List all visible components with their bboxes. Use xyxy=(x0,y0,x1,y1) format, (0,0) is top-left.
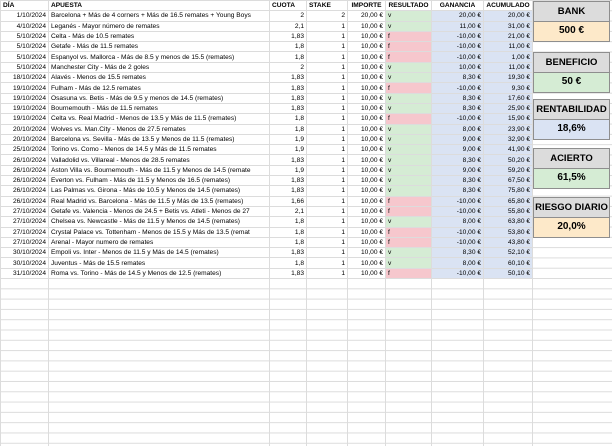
cell-acumulado[interactable]: 19,30 € xyxy=(484,73,533,83)
cell-resultado[interactable]: v xyxy=(386,155,432,165)
header-ganancia[interactable]: GANANCIA xyxy=(432,1,484,11)
cell-importe[interactable]: 10,00 € xyxy=(348,217,386,227)
cell-ganancia[interactable]: 20,00 € xyxy=(432,11,484,21)
cell-ganancia[interactable]: -10,00 € xyxy=(432,237,484,247)
table-row xyxy=(1,268,533,278)
cell-resultado[interactable]: v xyxy=(386,21,432,31)
cell-cuota[interactable]: 2,1 xyxy=(270,206,307,216)
cell-stake[interactable]: 1 xyxy=(307,258,348,268)
cell-apuesta[interactable]: Everton vs. Fulham - Más de 11.5 y Menos de 16.5 (remates) xyxy=(49,176,270,186)
cell-stake[interactable]: 1 xyxy=(307,155,348,165)
cell-resultado[interactable]: v xyxy=(386,248,432,258)
cell-cuota[interactable]: 1,8 xyxy=(270,114,307,124)
cell-apuesta[interactable]: Espanyol vs. Mallorca - Más de 8.5 y menos de 15.5 (remates) xyxy=(49,52,270,62)
cell-cuota[interactable]: 1,83 xyxy=(270,155,307,165)
cell-dia[interactable]: 19/10/2024 xyxy=(1,83,49,93)
cell-acumulado[interactable]: 52,10 € xyxy=(484,248,533,258)
cell-cuota[interactable]: 1,83 xyxy=(270,268,307,278)
cell-importe[interactable]: 10,00 € xyxy=(348,103,386,113)
table-row xyxy=(1,83,533,93)
cell-dia[interactable]: 4/10/2024 xyxy=(1,21,49,31)
cell-resultado[interactable]: f xyxy=(386,196,432,206)
cell-acumulado[interactable]: 17,60 € xyxy=(484,93,533,103)
cell-resultado[interactable]: f xyxy=(386,268,432,278)
cell-ganancia[interactable]: 8,30 € xyxy=(432,248,484,258)
cell-stake[interactable]: 1 xyxy=(307,124,348,134)
cell-acumulado[interactable]: 53,80 € xyxy=(484,227,533,237)
cell-dia[interactable]: 27/10/2024 xyxy=(1,237,49,247)
cell-cuota[interactable]: 1,83 xyxy=(270,248,307,258)
cell-resultado[interactable]: f xyxy=(386,42,432,52)
cell-dia[interactable]: 27/10/2024 xyxy=(1,217,49,227)
rentabilidad-value[interactable]: 18,6% xyxy=(533,120,610,140)
cell-stake[interactable]: 1 xyxy=(307,248,348,258)
cell-dia[interactable]: 5/10/2024 xyxy=(1,31,49,41)
table-row xyxy=(1,176,533,186)
cell-acumulado[interactable]: 60,10 € xyxy=(484,258,533,268)
table-row xyxy=(1,186,533,196)
cell-apuesta[interactable]: Chelsea vs. Newcastle - Más de 11.5 y Menos de 14.5 (remates) xyxy=(49,217,270,227)
rentabilidad-box xyxy=(533,99,610,140)
table-row xyxy=(1,206,533,216)
cell-dia[interactable]: 20/10/2024 xyxy=(1,124,49,134)
cell-resultado[interactable]: v xyxy=(386,93,432,103)
cell-acumulado[interactable]: 75,80 € xyxy=(484,186,533,196)
table-row xyxy=(1,114,533,124)
bank-label[interactable]: BANK xyxy=(533,1,610,22)
cell-apuesta[interactable]: Barcelona vs. Sevilla - Más de 13.5 y Menos de 11.5 (remates) xyxy=(49,134,270,144)
cell-ganancia[interactable]: 9,00 € xyxy=(432,145,484,155)
table-row xyxy=(1,31,533,41)
cell-apuesta[interactable]: Roma vs. Torino - Más de 14.5 y Menos de 12.5 (remates) xyxy=(49,268,270,278)
bank-box xyxy=(533,1,610,42)
cell-acumulado[interactable]: 32,90 € xyxy=(484,134,533,144)
table-row xyxy=(1,73,533,83)
cell-ganancia[interactable]: 8,00 € xyxy=(432,258,484,268)
cell-cuota[interactable]: 1,83 xyxy=(270,31,307,41)
cell-dia[interactable]: 26/10/2024 xyxy=(1,176,49,186)
cell-cuota[interactable]: 2 xyxy=(270,62,307,72)
cell-cuota[interactable]: 1,9 xyxy=(270,165,307,175)
table-row xyxy=(1,155,533,165)
cell-acumulado[interactable]: 50,20 € xyxy=(484,155,533,165)
cell-resultado[interactable]: f xyxy=(386,237,432,247)
cell-stake[interactable]: 1 xyxy=(307,196,348,206)
cell-importe[interactable]: 10,00 € xyxy=(348,31,386,41)
cell-ganancia[interactable]: 8,30 € xyxy=(432,93,484,103)
cell-apuesta[interactable]: Manchester City - Más de 2 goles xyxy=(49,62,270,72)
cell-importe[interactable]: 10,00 € xyxy=(348,73,386,83)
acierto-box xyxy=(533,148,610,189)
cell-ganancia[interactable]: -10,00 € xyxy=(432,196,484,206)
cell-dia[interactable]: 26/10/2024 xyxy=(1,196,49,206)
cell-importe[interactable]: 10,00 € xyxy=(348,42,386,52)
cell-resultado[interactable]: v xyxy=(386,258,432,268)
table-row xyxy=(1,124,533,134)
cell-importe[interactable]: 10,00 € xyxy=(348,114,386,124)
table-row xyxy=(1,21,533,31)
cell-stake[interactable]: 1 xyxy=(307,73,348,83)
cell-cuota[interactable]: 1,8 xyxy=(270,237,307,247)
cell-stake[interactable]: 1 xyxy=(307,42,348,52)
cell-cuota[interactable]: 1,8 xyxy=(270,124,307,134)
cell-resultado[interactable]: f xyxy=(386,206,432,216)
riesgo-diario-box xyxy=(533,197,610,238)
cell-apuesta[interactable]: Celta - Más de 10.5 remates xyxy=(49,31,270,41)
cell-importe[interactable]: 20,00 € xyxy=(348,11,386,21)
table-row xyxy=(1,248,533,258)
cell-dia[interactable]: 5/10/2024 xyxy=(1,52,49,62)
table-row xyxy=(1,42,533,52)
cell-importe[interactable]: 10,00 € xyxy=(348,145,386,155)
cell-stake[interactable]: 1 xyxy=(307,237,348,247)
cell-cuota[interactable]: 1,8 xyxy=(270,52,307,62)
cell-ganancia[interactable]: 8,30 € xyxy=(432,186,484,196)
cell-dia[interactable]: 26/10/2024 xyxy=(1,155,49,165)
riesgo-diario-label[interactable]: RIESGO DIARIO xyxy=(533,197,610,218)
cell-resultado[interactable]: v xyxy=(386,62,432,72)
cell-resultado[interactable]: v xyxy=(386,73,432,83)
cell-dia[interactable]: 30/10/2024 xyxy=(1,258,49,268)
cell-apuesta[interactable]: Leganés - Mayor número de remates xyxy=(49,21,270,31)
cell-stake[interactable]: 1 xyxy=(307,176,348,186)
cell-cuota[interactable]: 1,8 xyxy=(270,227,307,237)
riesgo-diario-value[interactable]: 20,0% xyxy=(533,218,610,238)
cell-cuota[interactable]: 1,8 xyxy=(270,258,307,268)
cell-acumulado[interactable]: 25,90 € xyxy=(484,103,533,113)
cell-importe[interactable]: 10,00 € xyxy=(348,52,386,62)
cell-cuota[interactable]: 1,8 xyxy=(270,42,307,52)
header-dia[interactable]: DÍA xyxy=(1,1,49,11)
cell-importe[interactable]: 10,00 € xyxy=(348,93,386,103)
cell-dia[interactable]: 31/10/2024 xyxy=(1,268,49,278)
cell-stake[interactable]: 1 xyxy=(307,31,348,41)
cell-importe[interactable]: 10,00 € xyxy=(348,268,386,278)
cell-dia[interactable]: 19/10/2024 xyxy=(1,93,49,103)
cell-dia[interactable]: 26/10/2024 xyxy=(1,165,49,175)
cell-acumulado[interactable]: 67,50 € xyxy=(484,176,533,186)
cell-stake[interactable]: 1 xyxy=(307,227,348,237)
rentabilidad-label[interactable]: RENTABILIDAD xyxy=(533,99,610,120)
cell-stake[interactable]: 1 xyxy=(307,103,348,113)
table-row xyxy=(1,227,533,237)
cell-acumulado[interactable]: 31,00 € xyxy=(484,21,533,31)
cell-ganancia[interactable]: 8,30 € xyxy=(432,176,484,186)
table-row xyxy=(1,103,533,113)
header-importe[interactable]: IMPORTE xyxy=(348,1,386,11)
cell-acumulado[interactable]: 59,20 € xyxy=(484,165,533,175)
cell-dia[interactable]: 20/10/2024 xyxy=(1,134,49,144)
cell-importe[interactable]: 10,00 € xyxy=(348,62,386,72)
cell-ganancia[interactable]: 9,00 € xyxy=(432,134,484,144)
beneficio-box xyxy=(533,52,610,93)
cell-importe[interactable]: 10,00 € xyxy=(348,155,386,165)
cell-resultado[interactable]: v xyxy=(386,176,432,186)
cell-importe[interactable]: 10,00 € xyxy=(348,186,386,196)
cell-apuesta[interactable]: Wolves vs. Man.City - Menos de 27.5 remates xyxy=(49,124,270,134)
beneficio-value[interactable]: 50 € xyxy=(533,73,610,93)
cell-acumulado[interactable]: 11,00 € xyxy=(484,62,533,72)
cell-stake[interactable]: 1 xyxy=(307,83,348,93)
table-row xyxy=(1,93,533,103)
cell-importe[interactable]: 10,00 € xyxy=(348,165,386,175)
cell-resultado[interactable]: f xyxy=(386,114,432,124)
cell-apuesta[interactable]: Celta vs. Real Madrid - Menos de 13.5 y Más de 11.5 (remates) xyxy=(49,114,270,124)
header-apuesta[interactable]: APUESTA xyxy=(49,1,270,11)
cell-importe[interactable]: 10,00 € xyxy=(348,21,386,31)
cell-cuota[interactable]: 1,83 xyxy=(270,93,307,103)
cell-apuesta[interactable]: Las Palmas vs. Girona - Más de 10.5 y Menos de 14.5 (remates) xyxy=(49,186,270,196)
cell-apuesta[interactable]: Fulham - Más de 12.5 remates xyxy=(49,83,270,93)
cell-resultado[interactable]: v xyxy=(386,217,432,227)
cell-dia[interactable]: 18/10/2024 xyxy=(1,73,49,83)
cell-resultado[interactable]: f xyxy=(386,227,432,237)
cell-acumulado[interactable]: 63,80 € xyxy=(484,217,533,227)
acierto-label[interactable]: ACIERTO xyxy=(533,148,610,169)
cell-resultado[interactable]: f xyxy=(386,83,432,93)
cell-apuesta[interactable]: Bournemouth - Más de 11.5 remates xyxy=(49,103,270,113)
cell-cuota[interactable]: 1,83 xyxy=(270,83,307,93)
table-row xyxy=(1,11,533,21)
cell-dia[interactable]: 26/10/2024 xyxy=(1,186,49,196)
table-row xyxy=(1,52,533,62)
cell-cuota[interactable]: 1,83 xyxy=(270,103,307,113)
cell-acumulado[interactable]: 11,00 € xyxy=(484,42,533,52)
cell-cuota[interactable]: 1,8 xyxy=(270,217,307,227)
cell-stake[interactable]: 1 xyxy=(307,62,348,72)
cell-stake[interactable]: 1 xyxy=(307,93,348,103)
cell-importe[interactable]: 10,00 € xyxy=(348,134,386,144)
cell-ganancia[interactable]: 8,30 € xyxy=(432,155,484,165)
cell-acumulado[interactable]: 1,00 € xyxy=(484,52,533,62)
cell-cuota[interactable]: 1,9 xyxy=(270,145,307,155)
cell-cuota[interactable]: 1,83 xyxy=(270,186,307,196)
cell-acumulado[interactable]: 21,00 € xyxy=(484,31,533,41)
cell-dia[interactable]: 19/10/2024 xyxy=(1,103,49,113)
cell-cuota[interactable]: 2 xyxy=(270,11,307,21)
table-row xyxy=(1,258,533,268)
cell-apuesta[interactable]: Arenal - Mayor numero de remates xyxy=(49,237,270,247)
cell-dia[interactable]: 27/10/2024 xyxy=(1,206,49,216)
cell-resultado[interactable]: f xyxy=(386,31,432,41)
cell-apuesta[interactable]: Getafe vs. Valencia - Menos de 24.5 + Betis vs. Atleti - Menos de 27 xyxy=(49,206,270,216)
header-stake[interactable]: STAKE xyxy=(307,1,348,11)
cell-dia[interactable]: 30/10/2024 xyxy=(1,248,49,258)
cell-resultado[interactable]: v xyxy=(386,186,432,196)
cell-importe[interactable]: 10,00 € xyxy=(348,196,386,206)
cell-stake[interactable]: 1 xyxy=(307,134,348,144)
cell-resultado[interactable]: f xyxy=(386,52,432,62)
cell-stake[interactable]: 1 xyxy=(307,186,348,196)
cell-cuota[interactable]: 1,9 xyxy=(270,134,307,144)
cell-apuesta[interactable]: Torino vs. Como - Menos de 14.5 y Más de 11.5 remates xyxy=(49,145,270,155)
cell-acumulado[interactable]: 15,90 € xyxy=(484,114,533,124)
cell-stake[interactable]: 1 xyxy=(307,145,348,155)
bets-table-body xyxy=(1,11,533,279)
cell-stake[interactable]: 1 xyxy=(307,165,348,175)
cell-importe[interactable]: 10,00 € xyxy=(348,227,386,237)
cell-apuesta[interactable]: Osasuna vs. Betis - Más de 9.5 y menos de 14.5 (remates) xyxy=(49,93,270,103)
cell-ganancia[interactable]: 8,30 € xyxy=(432,73,484,83)
cell-dia[interactable]: 1/10/2024 xyxy=(1,11,49,21)
table-row xyxy=(1,237,533,247)
cell-ganancia[interactable]: -10,00 € xyxy=(432,83,484,93)
cell-resultado[interactable]: v xyxy=(386,103,432,113)
cell-stake[interactable]: 1 xyxy=(307,114,348,124)
cell-resultado[interactable]: v xyxy=(386,124,432,134)
acierto-value[interactable]: 61,5% xyxy=(533,169,610,189)
beneficio-label[interactable]: BENEFICIO xyxy=(533,52,610,73)
cell-resultado[interactable]: v xyxy=(386,165,432,175)
cell-stake[interactable]: 1 xyxy=(307,206,348,216)
cell-apuesta[interactable]: Crystal Palace vs. Tottenham - Menos de 15.5 y Más de 13.5 (remat xyxy=(49,227,270,237)
cell-cuota[interactable]: 2,1 xyxy=(270,21,307,31)
cell-acumulado[interactable]: 55,80 € xyxy=(484,206,533,216)
header-row xyxy=(1,1,533,11)
cell-ganancia[interactable]: -10,00 € xyxy=(432,268,484,278)
cell-dia[interactable]: 25/10/2024 xyxy=(1,145,49,155)
table-row xyxy=(1,217,533,227)
cell-ganancia[interactable]: -10,00 € xyxy=(432,52,484,62)
cell-ganancia[interactable]: 10,00 € xyxy=(432,62,484,72)
cell-ganancia[interactable]: -10,00 € xyxy=(432,114,484,124)
cell-acumulado[interactable]: 20,00 € xyxy=(484,11,533,21)
cell-apuesta[interactable]: Alavés - Menos de 15.5 remates xyxy=(49,73,270,83)
cell-stake[interactable]: 1 xyxy=(307,21,348,31)
cell-acumulado[interactable]: 9,30 € xyxy=(484,83,533,93)
cell-stake[interactable]: 1 xyxy=(307,52,348,62)
cell-apuesta[interactable]: Empoli vs. Inter - Menos de 11.5 y Más de 14.5 (remates) xyxy=(49,248,270,258)
cell-dia[interactable]: 27/10/2024 xyxy=(1,227,49,237)
cell-dia[interactable]: 19/10/2024 xyxy=(1,114,49,124)
cell-acumulado[interactable]: 50,10 € xyxy=(484,268,533,278)
cell-stake[interactable]: 1 xyxy=(307,268,348,278)
cell-dia[interactable]: 5/10/2024 xyxy=(1,42,49,52)
cell-ganancia[interactable]: -10,00 € xyxy=(432,227,484,237)
cell-importe[interactable]: 10,00 € xyxy=(348,83,386,93)
cell-stake[interactable]: 2 xyxy=(307,11,348,21)
cell-cuota[interactable]: 1,83 xyxy=(270,73,307,83)
cell-ganancia[interactable]: 11,00 € xyxy=(432,21,484,31)
cell-apuesta[interactable]: Getafe - Más de 11.5 remates xyxy=(49,42,270,52)
cell-acumulado[interactable]: 65,80 € xyxy=(484,196,533,206)
cell-ganancia[interactable]: -10,00 € xyxy=(432,31,484,41)
cell-importe[interactable]: 10,00 € xyxy=(348,206,386,216)
cell-ganancia[interactable]: 8,00 € xyxy=(432,217,484,227)
cell-importe[interactable]: 10,00 € xyxy=(348,124,386,134)
cell-ganancia[interactable]: 8,00 € xyxy=(432,124,484,134)
cell-apuesta[interactable]: Valladolid vs. Villareal - Menos de 28.5 remates xyxy=(49,155,270,165)
cell-dia[interactable]: 5/10/2024 xyxy=(1,62,49,72)
cell-ganancia[interactable]: 9,00 € xyxy=(432,165,484,175)
cell-apuesta[interactable]: Juventus - Más de 15.5 remates xyxy=(49,258,270,268)
cell-stake[interactable]: 1 xyxy=(307,217,348,227)
cell-apuesta[interactable]: Real Madrid vs. Barcelona - Más de 11.5 y Más de 13.5 (remates) xyxy=(49,196,270,206)
table-row xyxy=(1,62,533,72)
cell-acumulado[interactable]: 41,90 € xyxy=(484,145,533,155)
table-row xyxy=(1,196,533,206)
cell-importe[interactable]: 10,00 € xyxy=(348,258,386,268)
cell-resultado[interactable]: v xyxy=(386,11,432,21)
cell-apuesta[interactable]: Barcelona + Más de 4 corners + Más de 16.5 remates + Young Boys xyxy=(49,11,270,21)
cell-acumulado[interactable]: 43,80 € xyxy=(484,237,533,247)
cell-ganancia[interactable]: -10,00 € xyxy=(432,206,484,216)
table-row xyxy=(1,165,533,175)
cell-acumulado[interactable]: 23,90 € xyxy=(484,124,533,134)
table-row xyxy=(1,134,533,144)
cell-resultado[interactable]: v xyxy=(386,134,432,144)
cell-importe[interactable]: 10,00 € xyxy=(348,237,386,247)
header-acumulado[interactable]: ACUMULADO xyxy=(484,1,533,11)
cell-cuota[interactable]: 1,66 xyxy=(270,196,307,206)
header-resultado[interactable]: RESULTADO xyxy=(386,1,432,11)
cell-ganancia[interactable]: 8,30 € xyxy=(432,103,484,113)
cell-importe[interactable]: 10,00 € xyxy=(348,248,386,258)
cell-cuota[interactable]: 1,83 xyxy=(270,176,307,186)
cell-resultado[interactable]: v xyxy=(386,145,432,155)
table-row xyxy=(1,145,533,155)
cell-importe[interactable]: 10,00 € xyxy=(348,176,386,186)
header-cuota[interactable]: CUOTA xyxy=(270,1,307,11)
cell-apuesta[interactable]: Aston Villa vs. Bournemouth - Más de 11.5 y Menos de 14.5 (remate xyxy=(49,165,270,175)
cell-ganancia[interactable]: -10,00 € xyxy=(432,42,484,52)
bank-value[interactable]: 500 € xyxy=(533,22,610,42)
